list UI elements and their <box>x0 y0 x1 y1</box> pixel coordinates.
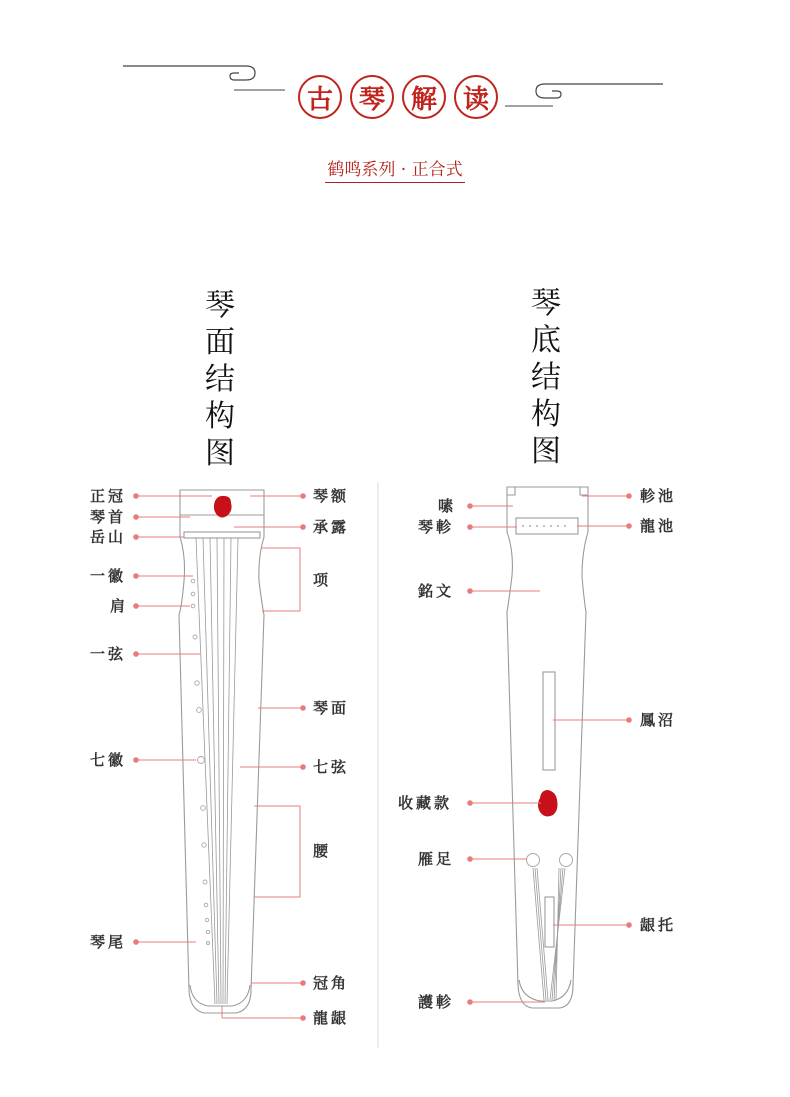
title-char-1: 古 <box>298 75 342 119</box>
label-cheng-lu: 承露 <box>313 518 350 536</box>
front-seal-stamp <box>214 496 232 518</box>
label-yin-tuo: 護軫 <box>418 993 455 1011</box>
label-zheng-guan: 正冠 <box>90 487 127 505</box>
front-bracket-lines <box>254 548 300 897</box>
label-guan-jiao: 冠角 <box>313 974 350 992</box>
label-qi-xian: 七弦 <box>313 758 350 776</box>
label-yao: 腰 <box>313 842 332 860</box>
label-qi-hui: 七徽 <box>90 751 127 769</box>
label-yan-zu: 雁足 <box>418 850 455 868</box>
label-qin-zhen: 琴軫 <box>418 518 455 536</box>
back-strings <box>533 868 565 1000</box>
label-ming-wen: 銘文 <box>418 582 455 600</box>
label-xiang: 项 <box>313 571 332 589</box>
title-char-4: 读 <box>454 75 498 119</box>
label-shou-cang-kuan: 收藏款 <box>398 794 453 812</box>
label-zhen-chi: 龍池 <box>640 517 677 535</box>
label-qin-shou: 琴首 <box>90 508 127 526</box>
back-guqin-outline <box>507 487 588 1008</box>
back-diagram-title: 琴 底 结 构 图 <box>531 286 561 469</box>
front-strings <box>196 538 238 1004</box>
label-long-chi: 鳳沼 <box>640 711 677 729</box>
back-goose-feet <box>527 854 573 867</box>
label-yue-shan: 岳山 <box>90 528 127 546</box>
title-char-3: 解 <box>402 75 446 119</box>
front-diagram-title: 琴 面 结 构 图 <box>205 288 235 471</box>
label-jian: 肩 <box>110 597 129 615</box>
front-leader-lines <box>134 494 306 1021</box>
front-hui-markers <box>191 579 209 944</box>
back-tuning-peg-holes <box>522 525 566 527</box>
label-long-yin: 龍龈 <box>313 1009 350 1027</box>
label-yi-xian: 一弦 <box>90 645 127 663</box>
label-hu-zhen: 軫池 <box>640 487 677 505</box>
label-su: 嗉 <box>438 497 457 515</box>
label-qin-wei: 琴尾 <box>90 933 127 951</box>
back-leader-lines <box>468 494 632 1005</box>
label-feng-zhao: 龈托 <box>640 916 677 934</box>
front-guqin-outline <box>179 490 264 1013</box>
series-subtitle: 鹤鸣系列 · 正合式 <box>0 155 790 180</box>
title-char-2: 琴 <box>350 75 394 119</box>
label-qin-mian: 琴面 <box>313 699 350 717</box>
label-yi-hui: 一徽 <box>90 567 127 585</box>
label-qin-e: 琴额 <box>313 487 350 505</box>
